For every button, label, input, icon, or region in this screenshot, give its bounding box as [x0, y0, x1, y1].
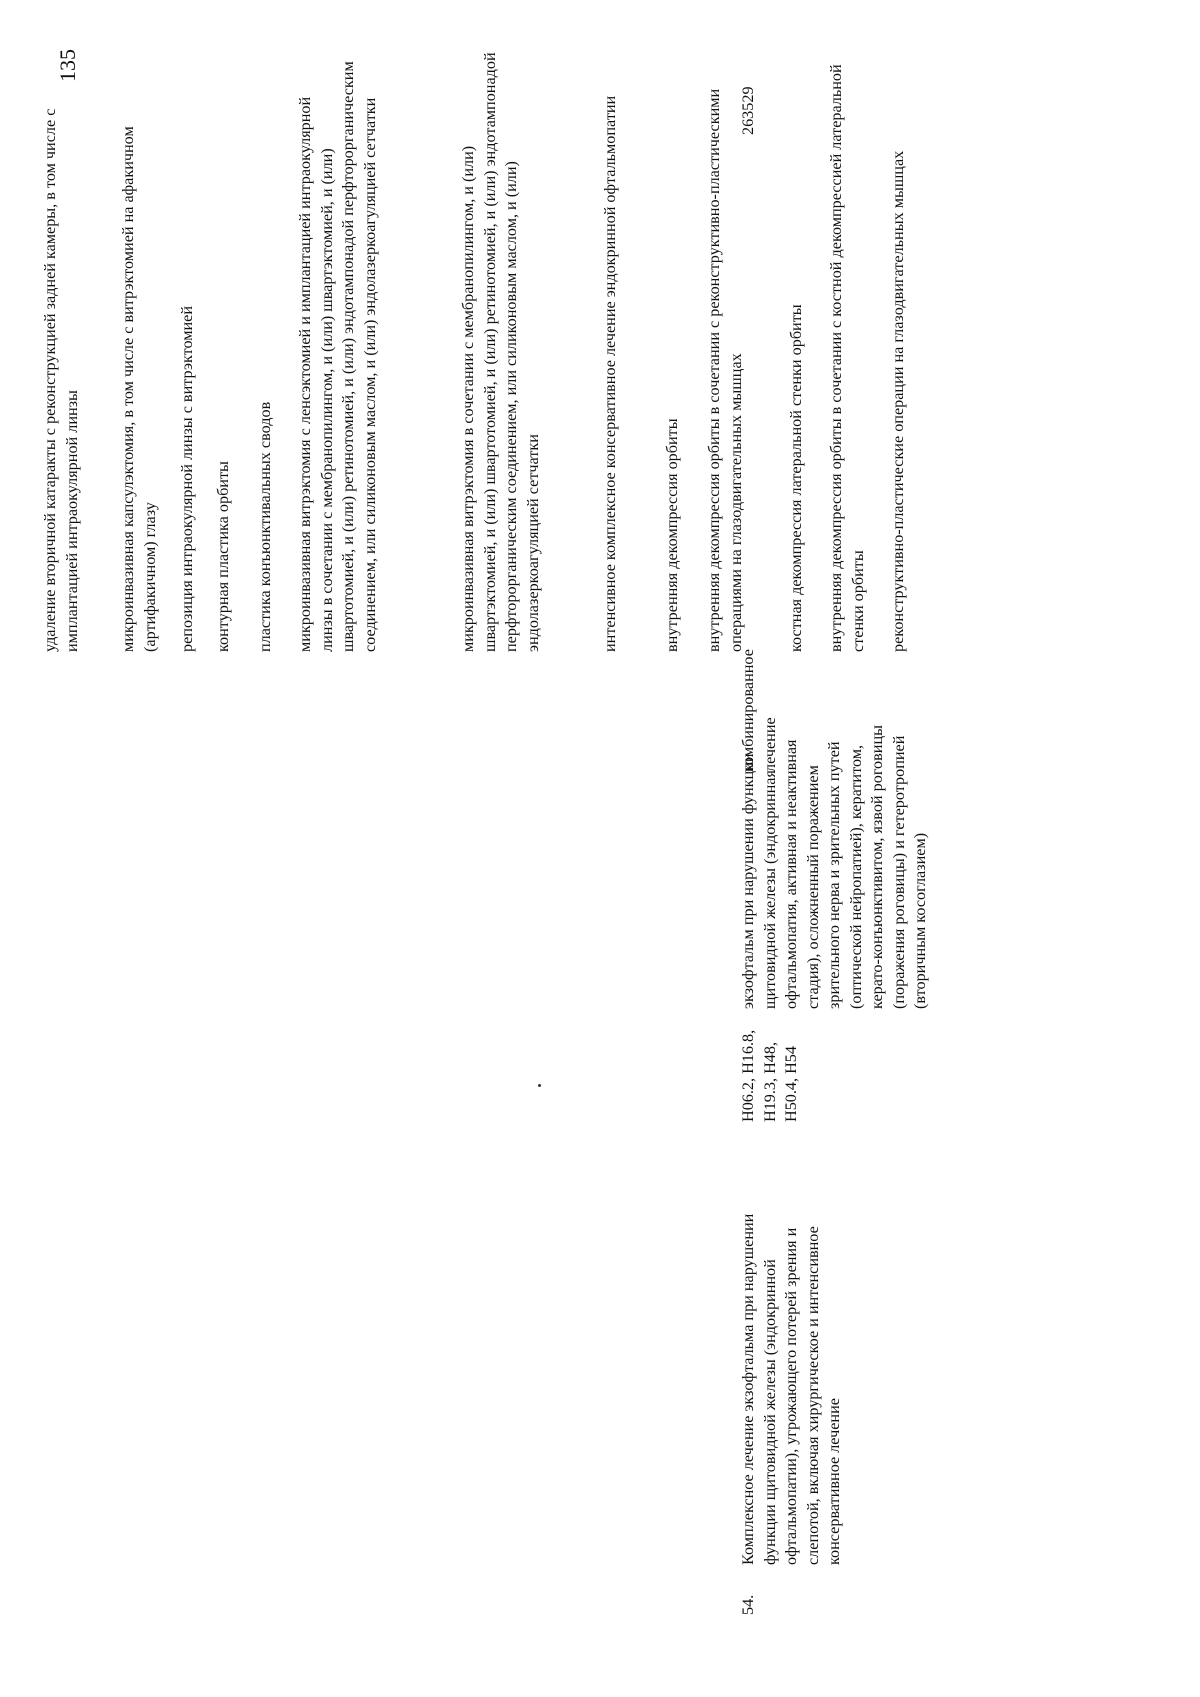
treatment-type: комбинированное лечение: [739, 649, 779, 772]
prev-method-5: микроинвазивная витрэктомия с ленсэктомией и имплантацией интраокулярной линзы в сочетании с мембранопилингом, и (или) швартэктомией, и (или) швартотомией, и (или) ретинотомией, и (или) эндотампонадой перфторорганическим соединением, или силиконовым маслом, и (или) эндолазеркоагуляцией сетчатки: [296, 61, 379, 652]
icd-codes: H06.2, H16.8, H19.3, H48, H50.4, H54: [739, 1029, 800, 1122]
row-number: 54.: [739, 1594, 757, 1615]
patient-model: экзофтальм при нарушении функции щитовидной железы (эндокринная офтальмопатия, активная и неактивная стадия), осложненный поражением зрительного нерва и зрительных путей (оптической нейропатией), кератитом, керато-конъюнктивитом, язвой роговицы (поражения роговицы) и гетеротропией (вторичным косоглазием): [739, 725, 929, 1009]
prev-method-4: пластика конъюнктивальных сводов: [256, 401, 274, 652]
page-number: 135: [55, 49, 80, 82]
method-0: интенсивное комплексное консервативное лечение эндокринной офтальмопатии: [601, 95, 619, 652]
prev-method-6: микроинвазивная витрэктомия в сочетании с мембранопилингом, и (или) швартэктомией, и (или) швартотомией, и (или) ретинотомией, и (или) эндотампонадой перфторорганическим соединением, или силиконовым маслом, и (или) эндолазеркоагуляцией сетчатки: [459, 52, 542, 652]
method-2: внутренняя декомпрессия орбиты в сочетании с реконструктивно-пластическими операциями на глазодвигательных мышцах: [705, 88, 745, 652]
prev-method-0: удаление вторичной катаракты с реконструкцией задней камеры, в том числе с имплантацией интраокулярной линзы: [41, 108, 81, 652]
prev-method-1: микроинвазивная капсулэктомия, в том числе с витрэктомией на афакичном (артифакичном) глазу: [119, 126, 159, 652]
method-4: внутренняя декомпрессия орбиты в сочетании с костной декомпрессией латеральной стенки орбиты: [827, 64, 867, 652]
method-5: реконструктивно-пластические операции на глазодвигательных мышцах: [889, 150, 907, 652]
cost-norm: 263529: [739, 86, 757, 135]
prev-method-2: репозиция интраокулярной линзы с витрэктомией: [178, 305, 196, 652]
hmp-name: Комплексное лечение экзофтальма при нарушении функции щитовидной железы (эндокринной офтальмопатии), угрожающего потерей зрения и слепотой, включая хирургическое и интенсивное консервативное лечение: [739, 1213, 843, 1565]
method-1: внутренняя декомпрессия орбиты: [663, 418, 681, 652]
method-3: костная декомпрессия латеральной стенки орбиты: [787, 304, 805, 652]
prev-method-3: контурная пластика орбиты: [214, 461, 232, 652]
scan-speck: [538, 1084, 541, 1087]
